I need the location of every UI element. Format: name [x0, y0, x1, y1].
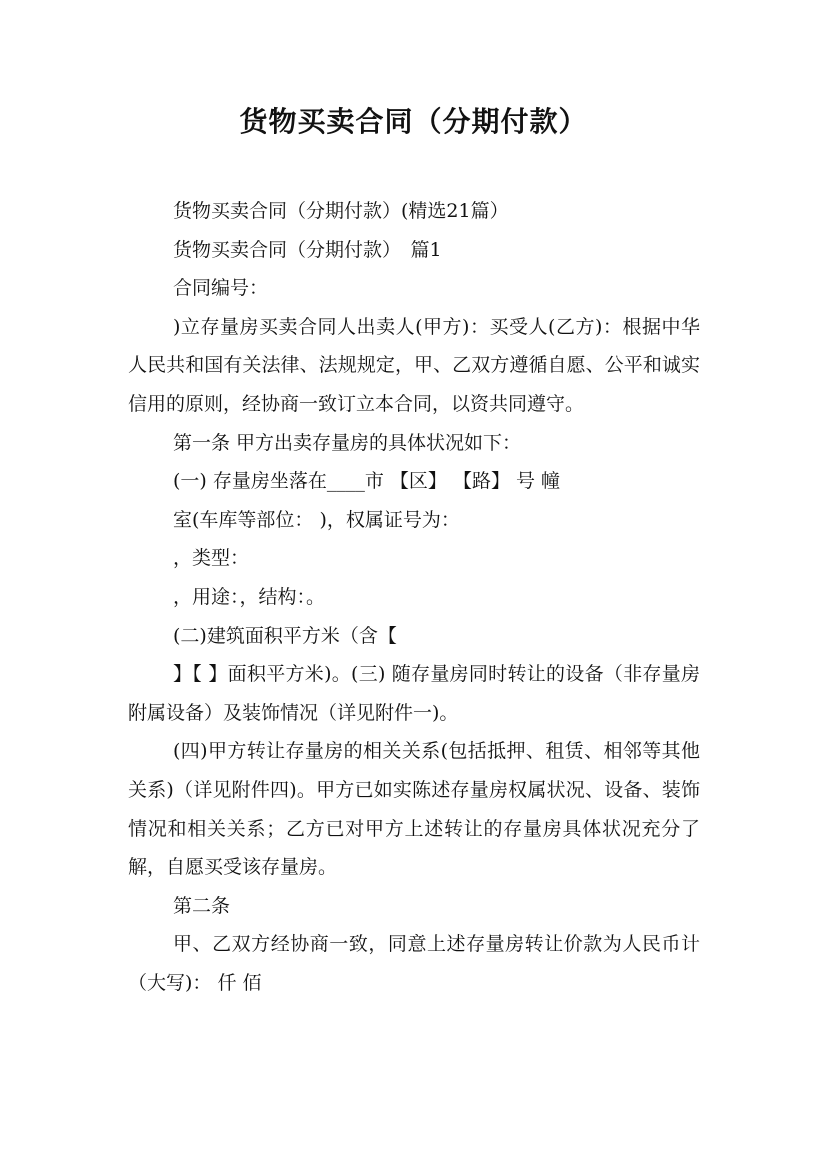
paragraph-11: 】【 】面积平方米)。(三) 随存量房同时转让的设备（非存量房附属设备）及装饰情况（详见附件一)。: [128, 663, 700, 724]
paragraph-8: ，类型：: [173, 547, 250, 570]
paragraph-13: 第二条: [173, 894, 231, 917]
document-body: [128, 192, 700, 1002]
paragraph-3: 合同编号：: [173, 277, 269, 300]
paragraph-5: 第一条 甲方出卖存量房的具体状况如下：: [173, 431, 522, 454]
paragraph-2: 货物买卖合同（分期付款） 篇1: [173, 238, 442, 261]
paragraph-7: 室(车库等部位： )，权属证号为：: [173, 508, 460, 531]
paragraph-10: (二)建筑面积平方米（含【: [173, 624, 397, 647]
paragraph-1: 货物买卖合同（分期付款）(精选21篇）: [173, 200, 509, 222]
document-title: 货物买卖合同（分期付款）: [239, 105, 588, 138]
paragraph-12: (四)甲方转让存量房的相关关系(包括抵押、租赁、相邻等其他关系)（详见附件四)。甲方已如实陈述存量房权属状况、设备、装饰情况和相关关系；乙方已对甲方上述转让的存量房具体状况充分了解，自愿买受该存量房。: [128, 740, 700, 879]
paragraph-4: )立存量房买卖合同人出卖人(甲方)：买受人(乙方)：根据中华人民共和国有关法律、法规规定，甲、乙双方遵循自愿、公平和诚实信用的原则，经协商一致订立本合同，以资共同遵守。: [128, 315, 700, 415]
paragraph-9: ，用途：，结构：。: [173, 585, 326, 608]
paragraph-6: (一) 存量房坐落在____市 【区】 【路】 号 幢: [173, 470, 561, 493]
paragraph-14: 甲、乙双方经协商一致，同意上述存量房转让价款为人民币计（大写)： 仟 佰: [128, 933, 700, 994]
